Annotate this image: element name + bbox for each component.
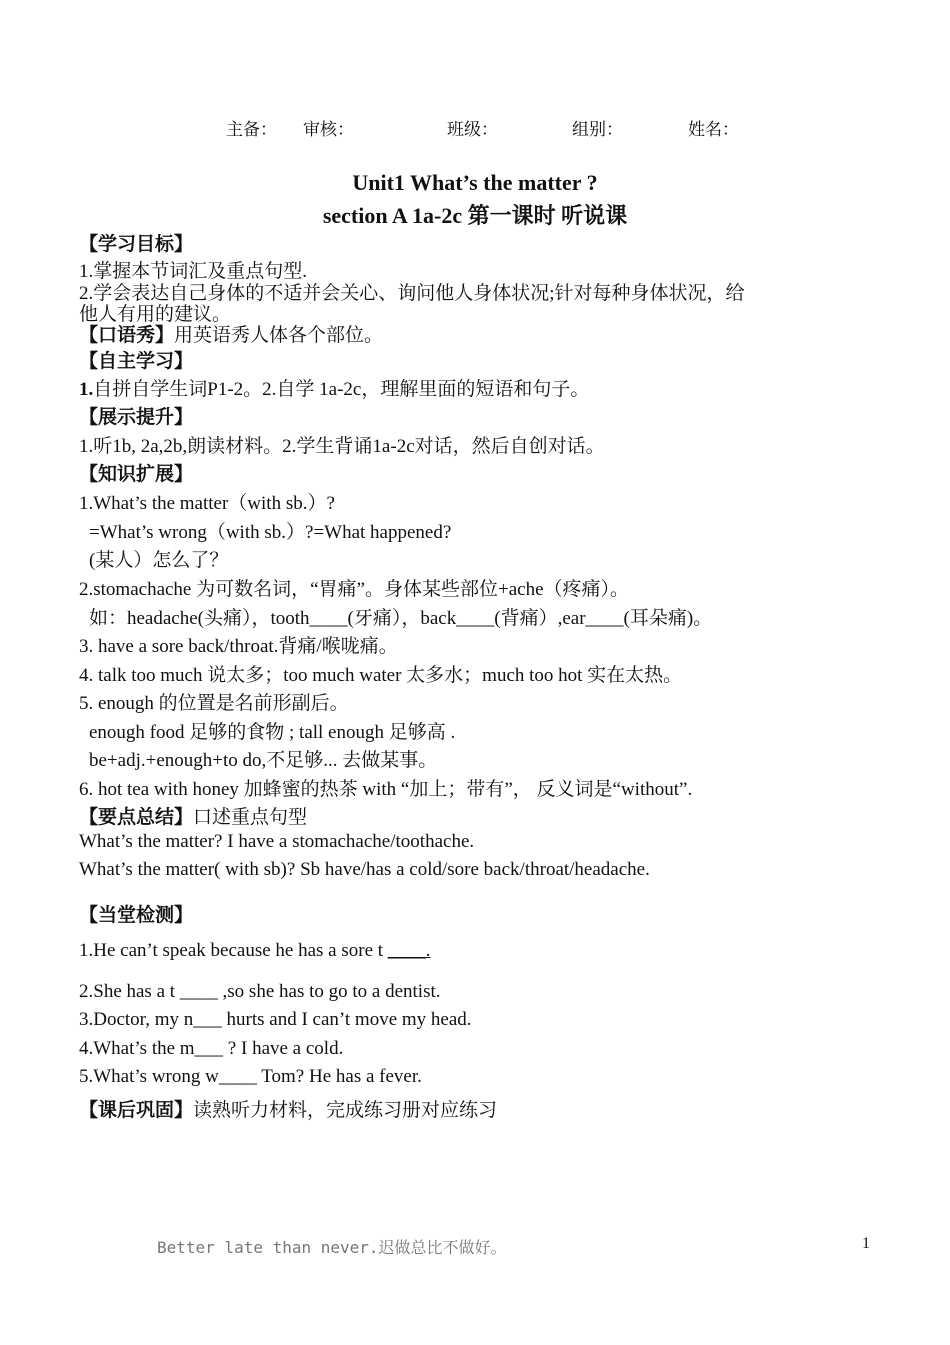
- test-question-1-blank: ____.: [387, 940, 431, 961]
- show-text: 1.听1b, 2a,2b,朗读材料。2.学生背诵1a-2c对话，然后自创对话。: [79, 436, 605, 457]
- knowledge-line-7: 4. talk too much 说太多；too much water 太多水；much too hot 实在太热。: [79, 665, 683, 686]
- goals-item-2a: 2.学会表达自己身体的不适并会关心、询问他人身体状况;针对每种身体状况，给: [79, 283, 745, 304]
- test-question-5: 5.What’s wrong w____ Tom? He has a fever.: [79, 1066, 422, 1087]
- show-heading: 【展示提升】: [79, 407, 194, 428]
- goals-item-2b: 他人有用的建议。: [79, 304, 232, 325]
- knowledge-line-1: 1.What’s the matter（with sb.）?: [79, 493, 335, 514]
- self-study-num: 1.: [79, 379, 94, 400]
- knowledge-line-5: 如：headache(头痛），tooth____(牙痛），back____(背痛）,ear____(耳朵痛)。: [89, 608, 713, 629]
- goals-item-1: 1.掌握本节词汇及重点句型.: [79, 261, 308, 282]
- self-study-heading: 【自主学习】: [79, 351, 194, 372]
- self-study-text: [79, 374, 589, 401]
- oral-section: [79, 320, 383, 347]
- oral-text: 用英语秀人体各个部位。: [174, 325, 384, 346]
- header-shenhe: 审核：: [303, 120, 354, 139]
- test-question-3: 3.Doctor, my n___ hurts and I can’t move my head.: [79, 1009, 472, 1030]
- test-question-1-text: 1.He can’t speak because he has a sore t: [79, 940, 388, 961]
- after-section: [79, 1095, 497, 1122]
- knowledge-line-8: 5. enough 的位置是名前形副后。: [79, 693, 349, 714]
- knowledge-line-3: (某人）怎么了？: [89, 550, 229, 571]
- self-study-body: 自拼自学生词P1-2。2.自学 1a-2c，理解里面的短语和句子。: [93, 379, 590, 400]
- knowledge-line-9: enough food 足够的食物 ; tall enough 足够高 .: [89, 722, 456, 743]
- page-number: 1: [862, 1235, 870, 1252]
- oral-heading: 【口语秀】: [79, 325, 175, 346]
- after-heading: 【课后巩固】: [79, 1100, 194, 1121]
- after-text: 读熟听力材料，完成练习册对应练习: [193, 1100, 498, 1121]
- summary-text: 口述重点句型: [193, 807, 308, 828]
- header-xingming: 姓名：: [688, 120, 739, 139]
- knowledge-line-2: =What’s wrong（with sb.）?=What happened?: [89, 522, 452, 543]
- test-question-1: [79, 940, 431, 962]
- title-section: section A 1a-2c 第一课时 听说课: [322, 203, 628, 228]
- test-question-4: 4.What’s the m___ ? I have a cold.: [79, 1038, 344, 1059]
- knowledge-line-10: be+adj.+enough+to do,不足够... 去做某事。: [89, 750, 438, 771]
- summary-heading: 【要点总结】: [79, 807, 194, 828]
- test-heading: 【当堂检测】: [79, 905, 194, 926]
- test-question-2: 2.She has a t ____ ,so she has to go to a dentist.: [79, 981, 441, 1002]
- knowledge-line-4: 2.stomachache 为可数名词，“胃痛”。身体某些部位+ache（疼痛）。: [79, 579, 629, 600]
- summary-line-1: What’s the matter? I have a stomachache/toothache.: [79, 831, 475, 852]
- knowledge-line-6: 3. have a sore back/throat.背痛/喉咙痛。: [79, 636, 398, 657]
- title-unit: Unit1 What’s the matter ?: [352, 170, 598, 195]
- knowledge-heading: 【知识扩展】: [79, 464, 194, 485]
- summary-line-2: What’s the matter( with sb)? Sb have/has a cold/sore back/throat/headache.: [79, 859, 650, 880]
- header-zubie: 组别：: [572, 120, 623, 139]
- summary-section: [79, 802, 307, 829]
- header-banji: 班级：: [447, 120, 498, 139]
- knowledge-line-11: 6. hot tea with honey 加蜂蜜的热茶 with “加上；带有”， 反义词是“without”.: [79, 779, 693, 800]
- footer-motto: Better late than never.迟做总比不做好。: [157, 1238, 507, 1257]
- goals-heading: 【学习目标】: [79, 234, 194, 255]
- header-zhubei: 主备：: [226, 120, 277, 139]
